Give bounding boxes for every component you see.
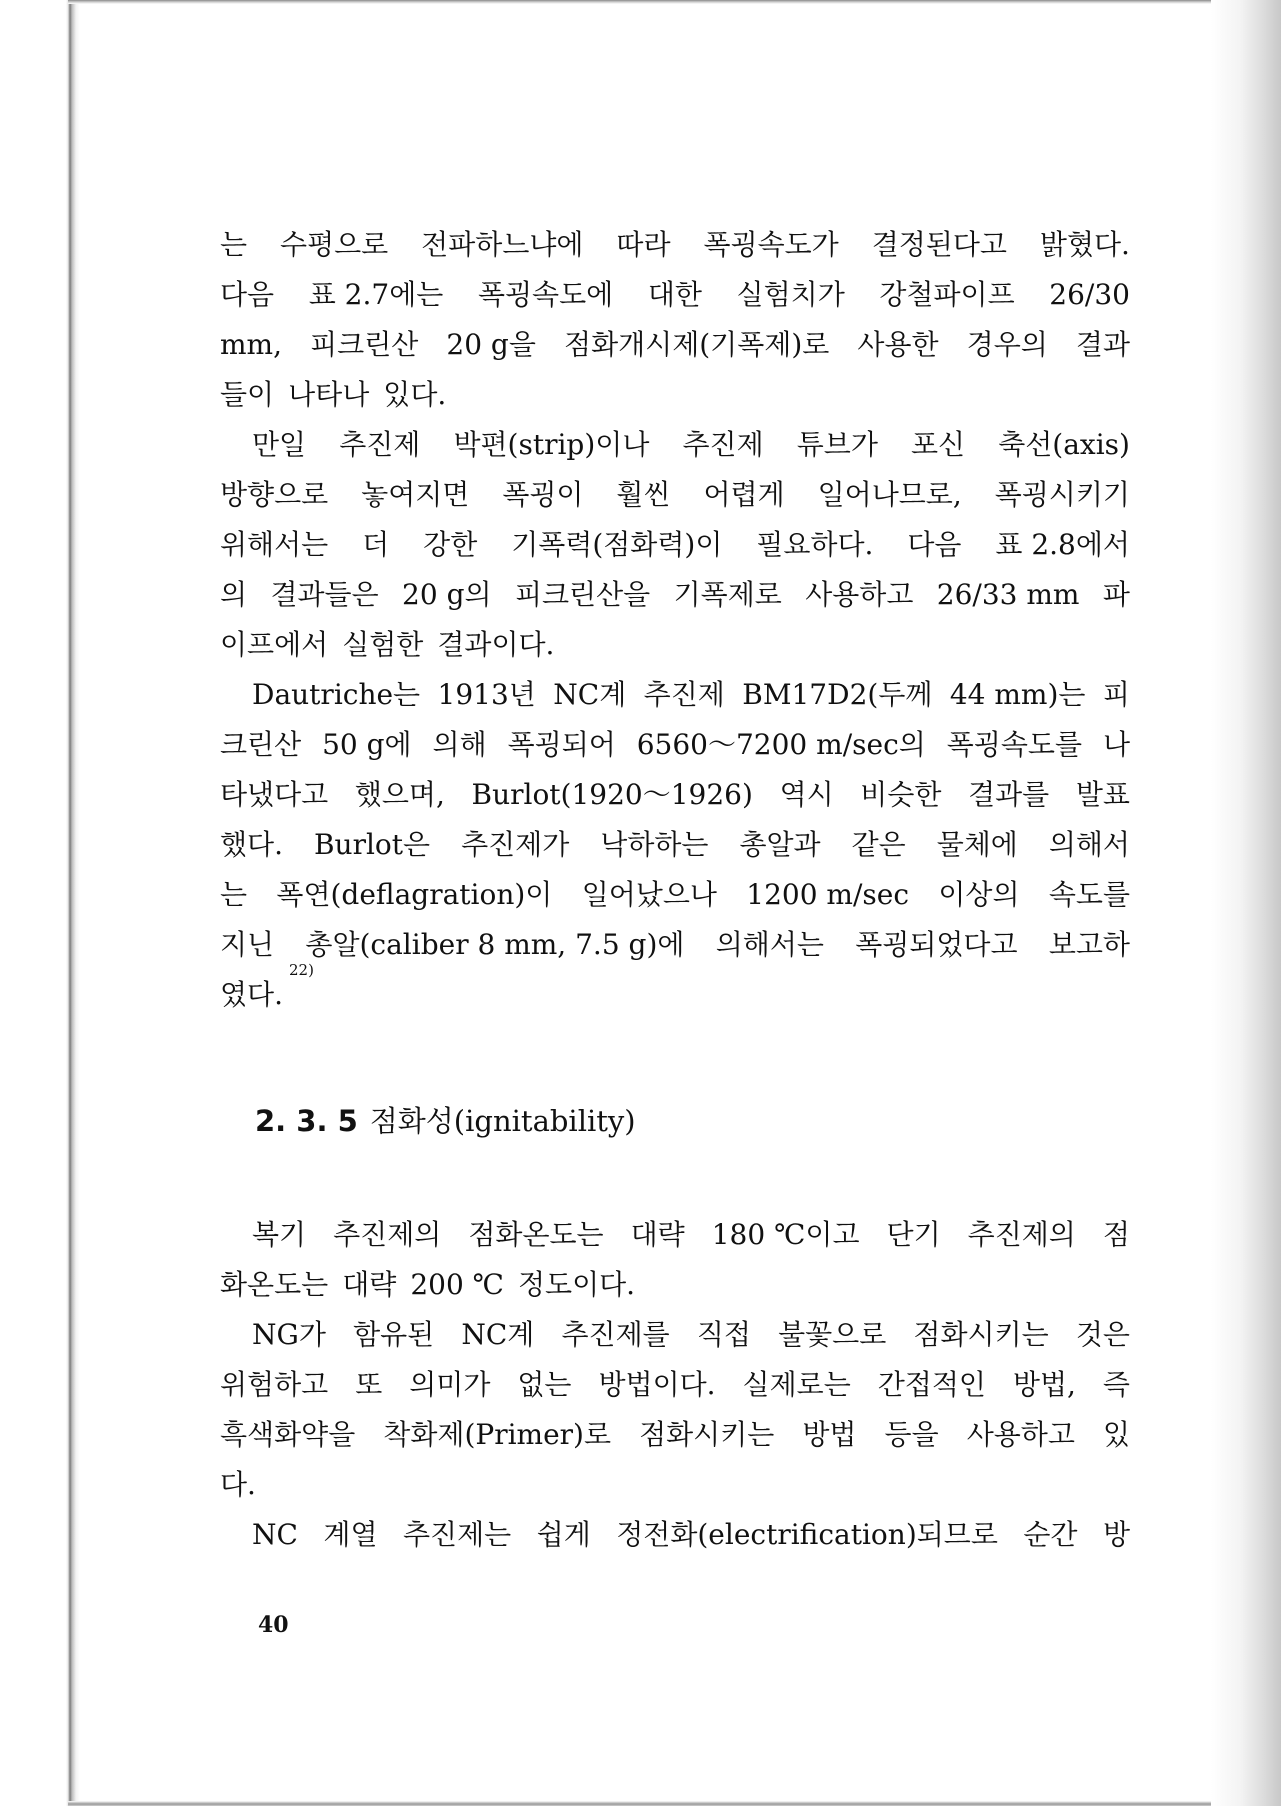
word: 역시 <box>779 778 834 811</box>
word: 필요하다. <box>756 528 874 561</box>
word: 나타나 <box>288 378 370 411</box>
word: 총알과 <box>739 828 821 861</box>
word: 이프에서 <box>220 628 329 661</box>
text-line <box>220 920 1130 970</box>
word: 추진제는 <box>402 1518 512 1551</box>
word: 의해 <box>432 728 487 761</box>
word: 비슷한 <box>860 778 942 811</box>
text-line <box>220 320 1130 370</box>
word: 실제로는 <box>742 1368 851 1401</box>
word: mm, <box>220 328 283 361</box>
word: 다음 <box>220 278 275 311</box>
word: 단기 <box>886 1218 941 1251</box>
word: 타냈다고 <box>220 778 329 811</box>
word: 훨씬 <box>616 478 671 511</box>
word: 불꽃으로 <box>778 1318 887 1351</box>
word: 6560～7200 m/sec의 <box>636 728 926 761</box>
word: 수평으로 <box>280 228 389 261</box>
word: 보고하 <box>1048 928 1130 961</box>
word: 기폭력(점화력)이 <box>511 528 723 561</box>
word: 있 <box>1102 1418 1130 1451</box>
word: 사용한 <box>857 328 939 361</box>
word: 는 <box>220 878 248 911</box>
word: 폭연(deflagration)이 <box>276 878 553 911</box>
word: 추진제 <box>643 678 725 711</box>
word: Burlot(1920～1926) <box>471 778 753 811</box>
word: 박편(strip)이나 <box>453 428 650 461</box>
word: 대한 <box>647 278 702 311</box>
word: 폭굉이 <box>502 478 584 511</box>
word: BM17D2(두께 <box>742 678 933 711</box>
word: 점 <box>1102 1218 1130 1251</box>
word: 였다. <box>220 978 283 1011</box>
word: 피 <box>1102 678 1130 711</box>
word: 대략 <box>342 1268 397 1301</box>
word: 화온도는 <box>220 1268 329 1301</box>
word: 축선(axis) <box>998 428 1130 461</box>
word: 20 g의 <box>402 578 492 611</box>
word: 직접 <box>696 1318 751 1351</box>
word: Burlot은 <box>313 828 431 861</box>
word: 의해서는 <box>715 928 824 961</box>
word: NC계 <box>461 1318 535 1351</box>
word: 강철파이프 <box>879 278 1015 311</box>
word: 총알(caliber 8 mm, 7.5 g)에 <box>305 928 685 961</box>
word: 결과 <box>1075 328 1130 361</box>
word: 복기 <box>252 1218 307 1251</box>
text-line <box>220 570 1130 620</box>
text-line <box>220 1510 1130 1560</box>
word: 없는 <box>517 1368 572 1401</box>
word: 했다. <box>220 828 283 861</box>
text-line <box>220 470 1130 520</box>
word: 결정된다고 <box>871 228 1007 261</box>
page-left-edge <box>0 0 80 1806</box>
word: 실험치가 <box>736 278 845 311</box>
word: 방법 <box>802 1418 857 1451</box>
word: 폭굉속도가 <box>703 228 839 261</box>
word: 결과를 <box>968 778 1050 811</box>
word: 방 <box>1102 1518 1130 1551</box>
text-line <box>220 870 1130 920</box>
word: 기폭제로 <box>673 578 782 611</box>
word: 나 <box>1102 728 1130 761</box>
word: 피크린산을 <box>514 578 651 611</box>
text-line <box>220 1460 1130 1510</box>
word: 속도를 <box>1048 878 1130 911</box>
word: NC <box>252 1518 298 1551</box>
text-line <box>220 1410 1130 1460</box>
word: 폭굉속도에 <box>477 278 614 311</box>
word: 다. <box>220 1468 256 1501</box>
word: 일어났으나 <box>581 878 717 911</box>
word: 포신 <box>910 428 966 461</box>
word: 점화시키는 <box>639 1418 775 1451</box>
word: 만일 <box>252 428 307 461</box>
word: 지닌 <box>220 928 275 961</box>
word: 실험한 <box>342 628 424 661</box>
word: 20 g을 <box>446 328 536 361</box>
word: 의해서 <box>1048 828 1130 861</box>
text-line <box>220 1260 1130 1310</box>
word: 착화제(Primer)로 <box>383 1418 612 1451</box>
section-heading <box>255 1096 636 1146</box>
word: 간접적인 <box>877 1368 986 1401</box>
word: 방법, <box>1012 1368 1076 1401</box>
word: 폭굉속도를 <box>946 728 1082 761</box>
word: 사용하고 <box>966 1418 1075 1451</box>
word: 함유된 <box>353 1318 435 1351</box>
text-line <box>220 420 1130 470</box>
page-right-shadow <box>1211 0 1281 1806</box>
word: 흑색화약을 <box>220 1418 356 1451</box>
word: 순간 <box>1023 1518 1078 1551</box>
text-line <box>220 961 1130 1020</box>
word: 추진제를 <box>561 1318 670 1351</box>
word: 표 2.8에서 <box>995 528 1130 561</box>
word: 경우의 <box>966 328 1048 361</box>
text-line <box>220 520 1130 570</box>
text-line <box>220 720 1130 770</box>
text-line <box>220 770 1130 820</box>
word: 이상의 <box>938 878 1020 911</box>
body-text-block-1 <box>220 220 1130 1020</box>
word: 1200 m/sec <box>746 878 910 911</box>
word: 200 ℃ <box>410 1268 504 1301</box>
word: 즉 <box>1102 1368 1130 1401</box>
page-number: 40 <box>258 1612 289 1638</box>
word: 44 mm)는 <box>949 678 1086 711</box>
word: 들이 <box>220 378 275 411</box>
word: 점화온도는 <box>468 1218 604 1251</box>
word: 방법이다. <box>598 1368 716 1401</box>
word: 180 ℃이고 <box>711 1218 860 1251</box>
word: 폭굉시키기 <box>994 478 1130 511</box>
word: 더 <box>362 528 390 561</box>
text-line <box>220 220 1130 270</box>
text-line <box>220 820 1130 870</box>
footnote-reference: 22) <box>289 961 314 979</box>
word: 방향으로 <box>220 478 329 511</box>
word: NC계 <box>553 678 627 711</box>
word: 는 <box>220 228 248 261</box>
word: 강한 <box>423 528 478 561</box>
word: 결과이다. <box>437 628 555 661</box>
word: 밝혔다. <box>1039 228 1130 261</box>
word: 것은 <box>1075 1318 1130 1351</box>
word: 놓여지면 <box>361 478 470 511</box>
word: 크린산 <box>220 728 302 761</box>
word: 추진제 <box>682 428 764 461</box>
word: 일어나므로, <box>817 478 962 511</box>
text-line <box>220 370 1130 420</box>
word: 26/33 mm <box>936 578 1080 611</box>
page-bottom-edge <box>68 1801 1281 1806</box>
text-line <box>220 1310 1130 1360</box>
word: 정도이다. <box>517 1268 636 1301</box>
word: 등을 <box>884 1418 939 1451</box>
word: 전파하느냐에 <box>421 228 584 261</box>
word: 계열 <box>323 1518 378 1551</box>
word: 위험하고 <box>220 1368 329 1401</box>
word: 따라 <box>616 228 671 261</box>
word: 점화시키는 <box>913 1318 1049 1351</box>
word: 발표 <box>1075 778 1130 811</box>
section-title: 점화성(ignitability) <box>369 1104 636 1138</box>
word: NG가 <box>252 1318 326 1351</box>
word: 1913년 <box>437 678 536 711</box>
word: 있다. <box>383 378 447 411</box>
word: 위해서는 <box>220 528 329 561</box>
word: 추진제 <box>339 428 421 461</box>
text-line <box>220 1360 1130 1410</box>
word: 의미가 <box>409 1368 491 1401</box>
word: 대략 <box>630 1218 685 1251</box>
word: Dautriche는 <box>252 678 421 711</box>
word: 파 <box>1102 578 1130 611</box>
body-text-block-2 <box>220 1210 1130 1560</box>
word: 사용하고 <box>805 578 914 611</box>
text-line <box>220 620 1130 670</box>
word: 26/30 <box>1049 278 1130 311</box>
word: 추진제의 <box>333 1218 442 1251</box>
word: 같은 <box>851 828 906 861</box>
word: 폭굉되었다고 <box>855 928 1018 961</box>
word: 추진제가 <box>461 828 570 861</box>
word: 피크린산 <box>310 328 419 361</box>
word: 물체에 <box>936 828 1018 861</box>
word: 어렵게 <box>703 478 785 511</box>
word: 정전화(electrification)되므로 <box>616 1518 998 1551</box>
page-top-edge <box>68 0 1281 4</box>
word: 50 g에 <box>322 728 412 761</box>
word: 폭굉되어 <box>507 728 616 761</box>
word: 의 <box>220 578 248 611</box>
word: 다음 <box>907 528 962 561</box>
word: 튜브가 <box>796 428 878 461</box>
text-line <box>220 1210 1130 1260</box>
text-line <box>220 670 1130 720</box>
section-number: 2. 3. 5 <box>255 1104 358 1138</box>
word: 추진제의 <box>967 1218 1076 1251</box>
word: 표 2.7에는 <box>308 278 444 311</box>
word: 쉽게 <box>536 1518 591 1551</box>
word: 또 <box>355 1368 383 1401</box>
word: 점화개시제(기폭제)로 <box>564 328 830 361</box>
text-line <box>220 270 1130 320</box>
word: 결과들은 <box>270 578 379 611</box>
word: 낙하하는 <box>600 828 709 861</box>
word: 했으며, <box>354 778 445 811</box>
